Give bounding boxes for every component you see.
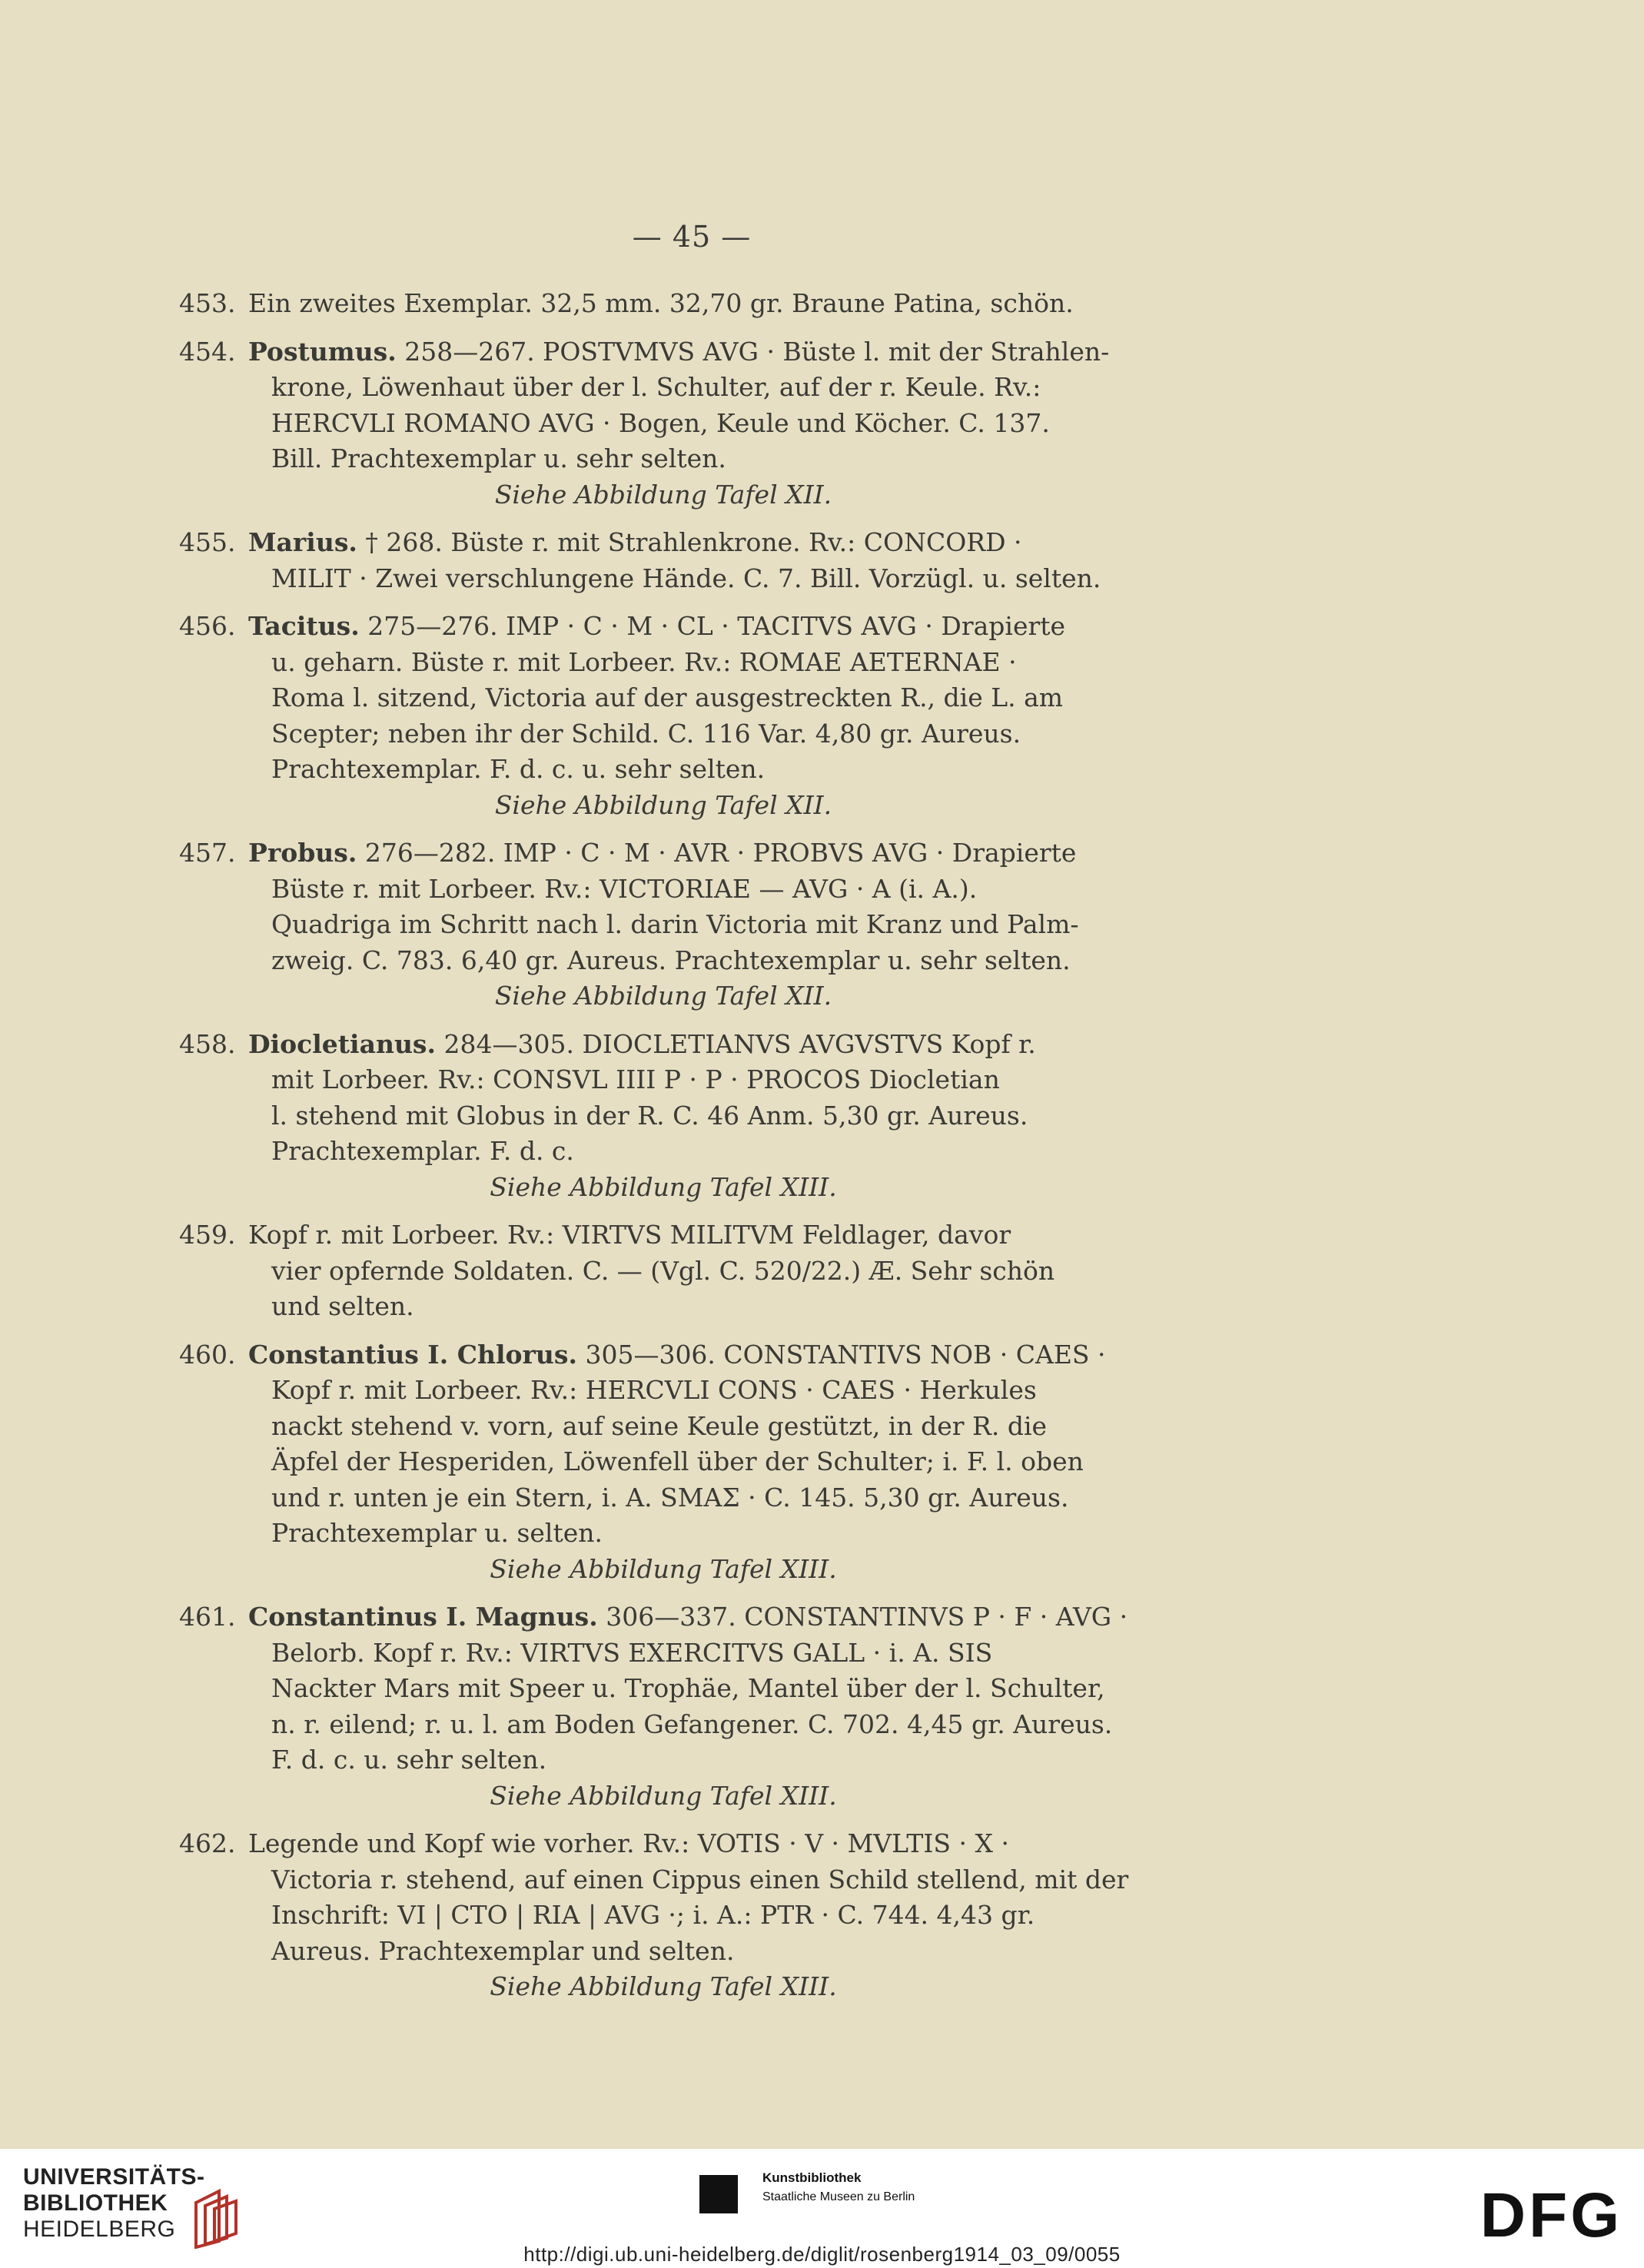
entry-line bbox=[248, 835, 1209, 872]
ruler-name: Constantinus I. Magnus. bbox=[248, 1602, 598, 1632]
entry-line bbox=[248, 1599, 1209, 1635]
ub-emblem-icon bbox=[188, 2187, 250, 2249]
entry-line: Aureus. Prachtexemplar und selten. bbox=[271, 1935, 735, 1966]
entry-line: Ein zweites Exemplar. 32,5 mm. 32,70 gr. Braune Patina, schön. bbox=[248, 288, 1074, 318]
entry-line: Scepter; neben ihr der Schild. C. 116 Var. 4,80 gr. Aureus. bbox=[271, 718, 1021, 749]
source-url[interactable]: http://digi.ub.uni-heidelberg.de/diglit/rosenberg1914_03_09/0055 bbox=[523, 2243, 1121, 2266]
catalog-entry bbox=[179, 1027, 1209, 1206]
plate-reference: Siehe Abbildung Tafel XIII. bbox=[490, 1553, 837, 1584]
entry-line-text: 275—276. IMP · C · M · CL · TACITVS AVG · Drapierte bbox=[359, 611, 1066, 641]
plate-reference: Siehe Abbildung Tafel XIII. bbox=[490, 1171, 837, 1202]
entry-number: 460. bbox=[179, 1339, 236, 1370]
entry-line: Inschrift: VI | CTO | RIA | AVG ·; i. A.: PTR · C. 744. 4,43 gr. bbox=[271, 1900, 1035, 1930]
entry-line: Prachtexemplar. F. d. c. u. sehr selten. bbox=[271, 754, 766, 784]
catalog-entries bbox=[179, 286, 1209, 2017]
entry-line: Äpfel der Hesperiden, Löwenfell über der Schulter; i. F. l. oben bbox=[271, 1446, 1084, 1476]
entry-line: Büste r. mit Lorbeer. Rv.: VICTORIAE — AVG · A (i. A.). bbox=[271, 873, 978, 904]
plate-reference: Siehe Abbildung Tafel XII. bbox=[494, 789, 832, 820]
entry-text bbox=[248, 1599, 1209, 1814]
ruler-name: Constantius I. Chlorus. bbox=[248, 1339, 577, 1370]
kunstbibliothek-title: Kunstbibliothek bbox=[762, 2170, 862, 2185]
ub-line-3: HEIDELBERG bbox=[23, 2217, 176, 2242]
catalog-entry bbox=[179, 1599, 1209, 1814]
ruler-name: Marius. bbox=[248, 527, 357, 557]
entry-line: Prachtexemplar u. selten. bbox=[271, 1518, 603, 1548]
entry-text bbox=[248, 1027, 1209, 1206]
entry-text bbox=[248, 609, 1209, 823]
catalog-entry bbox=[179, 1826, 1209, 2005]
entry-line: n. r. eilend; r. u. l. am Boden Gefangener. C. 702. 4,45 gr. Aureus. bbox=[271, 1708, 1113, 1739]
entry-line: Nackter Mars mit Speer u. Trophäe, Mantel über der l. Schulter, bbox=[271, 1673, 1105, 1703]
entry-text bbox=[248, 334, 1209, 513]
entry-line: Belorb. Kopf r. Rv.: VIRTVS EXERCITVS GALL · i. A. SIS bbox=[271, 1637, 993, 1668]
entry-text bbox=[248, 286, 1209, 322]
entry-line: Roma l. sitzend, Victoria auf der ausgestreckten R., die L. am bbox=[271, 682, 1064, 712]
entry-line: l. stehend mit Globus in der R. C. 46 Anm. 5,30 gr. Aureus. bbox=[271, 1100, 1028, 1131]
plate-reference: Siehe Abbildung Tafel XII. bbox=[494, 479, 832, 510]
entry-number: 461. bbox=[179, 1602, 236, 1632]
page-number: — 45 — bbox=[632, 220, 752, 254]
entry-line: Quadriga im Schritt nach l. darin Victoria mit Kranz und Palm- bbox=[271, 909, 1079, 939]
entry-line bbox=[248, 525, 1209, 561]
ruler-name: Postumus. bbox=[248, 336, 397, 367]
catalog-entry bbox=[179, 609, 1209, 823]
plate-reference: Siehe Abbildung Tafel XII. bbox=[494, 981, 832, 1011]
ub-line-2: BIBLIOTHEK bbox=[23, 2190, 168, 2216]
catalog-entry bbox=[179, 1337, 1209, 1588]
ub-heidelberg-logo bbox=[23, 2164, 205, 2243]
entry-number: 454. bbox=[179, 336, 236, 367]
entry-number: 456. bbox=[179, 611, 236, 641]
entry-number: 462. bbox=[179, 1828, 236, 1858]
entry-text bbox=[248, 835, 1209, 1014]
entry-text bbox=[248, 1337, 1209, 1588]
entry-line: zweig. C. 783. 6,40 gr. Aureus. Prachtexemplar u. sehr selten. bbox=[271, 945, 1071, 975]
plate-reference: Siehe Abbildung Tafel XIII. bbox=[490, 1780, 837, 1811]
entry-text bbox=[248, 1217, 1209, 1325]
kunstbibliothek-subtitle: Staatliche Museen zu Berlin bbox=[762, 2190, 915, 2203]
entry-line-text: 306—337. CONSTANTINVS P · F · AVG · bbox=[597, 1602, 1128, 1632]
entry-line-text: 276—282. IMP · C · M · AVR · PROBVS AVG · Drapierte bbox=[357, 838, 1077, 868]
entry-line: HERCVLI ROMANO AVG · Bogen, Keule und Köcher. C. 137. bbox=[271, 407, 1050, 438]
plate-reference: Siehe Abbildung Tafel XIII. bbox=[490, 1971, 837, 2001]
entry-line: Kopf r. mit Lorbeer. Rv.: VIRTVS MILITVM Feldlager, davor bbox=[248, 1220, 1011, 1250]
entry-line: u. geharn. Büste r. mit Lorbeer. Rv.: ROMAE AETERNAE · bbox=[271, 646, 1017, 677]
entry-line: MILIT · Zwei verschlungene Hände. C. 7. Bill. Vorzügl. u. selten. bbox=[271, 563, 1101, 593]
entry-line: vier opfernde Soldaten. C. — (Vgl. C. 520/22.) Æ. Sehr schön bbox=[271, 1255, 1055, 1286]
entry-number: 458. bbox=[179, 1028, 236, 1059]
kunstbibliothek-mark-icon bbox=[699, 2175, 738, 2213]
entry-line: krone, Löwenhaut über der l. Schulter, auf der r. Keule. Rv.: bbox=[271, 372, 1041, 402]
entry-number: 455. bbox=[179, 527, 236, 557]
entry-line bbox=[248, 1027, 1209, 1063]
ruler-name: Tacitus. bbox=[248, 611, 360, 641]
catalog-entry bbox=[179, 525, 1209, 596]
entry-text bbox=[248, 1826, 1209, 2005]
entry-line: Bill. Prachtexemplar u. sehr selten. bbox=[271, 443, 726, 473]
entry-line: und r. unten je ein Stern, i. A. SMAΣ · C. 145. 5,30 gr. Aureus. bbox=[271, 1482, 1069, 1513]
entry-number: 459. bbox=[179, 1220, 236, 1250]
entry-number: 453. bbox=[179, 288, 236, 318]
entry-line-text: 284—305. DIOCLETIANVS AVGVSTVS Kopf r. bbox=[436, 1028, 1036, 1059]
catalog-entry bbox=[179, 334, 1209, 513]
entry-line: nackt stehend v. vorn, auf seine Keule gestützt, in der R. die bbox=[271, 1410, 1048, 1441]
entry-line: Victoria r. stehend, auf einen Cippus einen Schild stellend, mit der bbox=[271, 1864, 1129, 1894]
catalog-entry bbox=[179, 286, 1209, 322]
entry-line bbox=[248, 1337, 1209, 1373]
entry-line-text: 258—267. POSTVMVS AVG · Büste l. mit der Strahlen- bbox=[396, 336, 1110, 367]
entry-line: mit Lorbeer. Rv.: CONSVL IIII P · P · PROCOS Diocletian bbox=[271, 1064, 1000, 1094]
entry-line: und selten. bbox=[271, 1291, 414, 1321]
entry-line: Legende und Kopf wie vorher. Rv.: VOTIS · V · MVLTIS · X · bbox=[248, 1828, 1009, 1858]
entry-line: Prachtexemplar. F. d. c. bbox=[271, 1136, 574, 1166]
entry-line-text: 305—306. CONSTANTIVS NOB · CAES · bbox=[576, 1339, 1106, 1370]
ub-line-1: UNIVERSITÄTS- bbox=[23, 2164, 205, 2190]
dfg-logo: DFG bbox=[1480, 2180, 1622, 2250]
ruler-name: Probus. bbox=[248, 838, 357, 868]
entry-line: Kopf r. mit Lorbeer. Rv.: HERCVLI CONS · CAES · Herkules bbox=[271, 1375, 1037, 1405]
entry-line-text: † 268. Büste r. mit Strahlenkrone. Rv.: CONCORD · bbox=[357, 527, 1022, 557]
entry-line bbox=[248, 334, 1209, 370]
entry-text bbox=[248, 525, 1209, 596]
entry-line bbox=[248, 609, 1209, 645]
entry-line: F. d. c. u. sehr selten. bbox=[271, 1745, 547, 1775]
ruler-name: Diocletianus. bbox=[248, 1028, 437, 1059]
catalog-entry bbox=[179, 835, 1209, 1014]
entry-number: 457. bbox=[179, 838, 236, 868]
catalog-entry bbox=[179, 1217, 1209, 1325]
